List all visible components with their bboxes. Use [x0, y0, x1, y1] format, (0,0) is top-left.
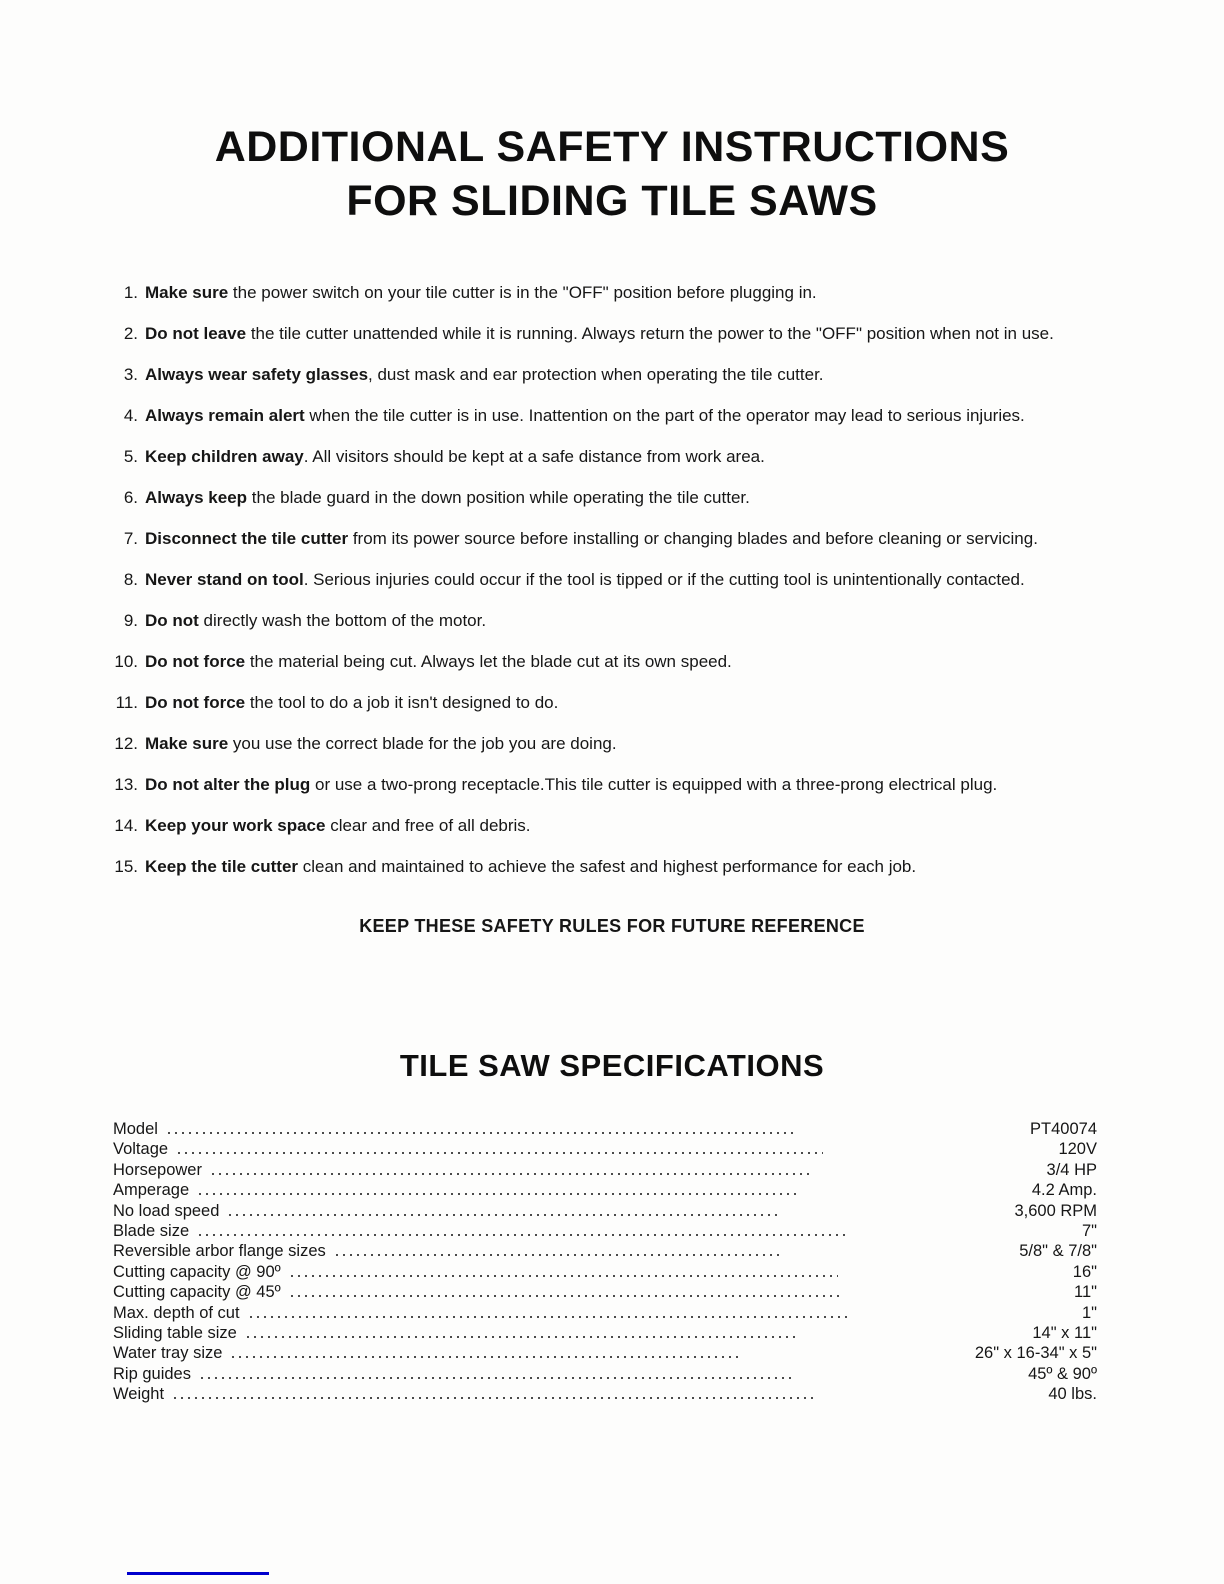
list-item-number: 11.	[115, 693, 138, 712]
list-item	[104, 323, 1118, 344]
list-item-bold: Keep your work space	[145, 816, 326, 835]
list-item	[104, 651, 1118, 672]
list-item	[104, 446, 1118, 467]
dot-leader	[212, 1173, 812, 1175]
list-item-text-wrap	[145, 569, 1118, 590]
spec-label: Blade size	[113, 1221, 190, 1240]
list-item-rest: the power switch on your tile cutter is in the "OFF" position before plugging in.	[228, 283, 817, 302]
spec-value: 5/8" & 7/8"	[1019, 1242, 1097, 1261]
list-item-text-wrap	[145, 323, 1118, 344]
list-item-number: 7.	[123, 529, 138, 548]
spec-value: 1"	[1081, 1303, 1097, 1322]
keep-rules-note: KEEP THESE SAFETY RULES FOR FUTURE REFERENCE	[359, 916, 865, 936]
spec-row	[113, 1384, 1097, 1404]
list-item-bold: Do not alter the plug	[145, 775, 311, 794]
dot-leader	[291, 1275, 838, 1277]
spec-row	[113, 1180, 1097, 1200]
list-item-number: 12.	[114, 734, 138, 753]
list-item-text-wrap	[145, 610, 1118, 631]
list-item-text-wrap	[145, 528, 1118, 549]
spec-value: 7"	[1081, 1221, 1097, 1240]
spec-value: 120V	[1058, 1140, 1097, 1159]
list-item-bold: Do not	[145, 611, 199, 630]
spec-label: Max. depth of cut	[113, 1303, 240, 1322]
list-item-bold: Disconnect the tile cutter	[145, 529, 349, 548]
list-item	[104, 487, 1118, 508]
specifications-title: TILE SAW SPECIFICATIONS	[399, 1048, 825, 1083]
list-item-text-wrap	[145, 815, 1118, 836]
list-item-bold: Make sure	[145, 734, 229, 753]
list-item-rest: the material being cut. Always let the blade cut at its own speed.	[245, 652, 732, 671]
spec-row	[113, 1139, 1097, 1159]
dot-leader	[168, 1132, 795, 1134]
spec-value: 45º & 90º	[1028, 1364, 1097, 1383]
spec-row	[113, 1201, 1097, 1221]
list-item-text-wrap	[145, 774, 1118, 795]
list-item-rest: . Serious injuries could occur if the tool is tipped or if the cutting tool is unintentionally contacted.	[303, 570, 1025, 589]
list-item	[104, 610, 1118, 631]
dot-leader	[174, 1397, 813, 1399]
list-item-bold: Always wear safety glasses	[145, 365, 369, 384]
spec-value: 3,600 RPM	[1014, 1201, 1097, 1220]
list-item-number: 14.	[114, 816, 138, 835]
specifications-table	[113, 1119, 1097, 1404]
list-item-number: 1.	[123, 283, 138, 302]
page-title-line1: ADDITIONAL SAFETY INSTRUCTIONS	[214, 123, 1010, 171]
list-item	[104, 856, 1118, 877]
list-item-number: 8.	[123, 570, 138, 589]
spec-label: Weight	[113, 1385, 165, 1404]
list-item	[104, 569, 1118, 590]
list-item-rest: clear and free of all debris.	[325, 816, 531, 835]
list-item-rest: when the tile cutter is in use. Inattention on the part of the operator may lead to serious injuries.	[304, 406, 1025, 425]
list-item-number: 9.	[123, 611, 138, 630]
spec-value: 16"	[1072, 1262, 1097, 1281]
list-item-rest: directly wash the bottom of the motor.	[198, 611, 487, 630]
list-item-rest: from its power source before installing or changing blades and before cleaning or servicing.	[348, 529, 1038, 548]
dot-leader	[201, 1377, 793, 1379]
spec-row	[113, 1343, 1097, 1363]
dot-leader	[232, 1356, 739, 1358]
list-item-text-wrap	[145, 856, 1118, 877]
list-item	[104, 364, 1118, 385]
spec-label: Cutting capacity @ 45º	[113, 1283, 281, 1302]
list-item	[104, 815, 1118, 836]
list-item	[104, 692, 1118, 713]
spec-label: Voltage	[113, 1140, 169, 1159]
list-item	[104, 528, 1118, 549]
list-item-bold: Do not leave	[145, 324, 247, 343]
dot-leader	[229, 1214, 779, 1216]
spec-value: PT40074	[1030, 1120, 1097, 1138]
spec-value: 14" x 11"	[1032, 1323, 1097, 1342]
spec-label: Rip guides	[113, 1364, 191, 1383]
spec-row	[113, 1241, 1097, 1261]
spec-row	[113, 1119, 1097, 1139]
dot-leader	[336, 1254, 784, 1256]
list-item-rest: clean and maintained to achieve the safest and highest performance for each job.	[298, 857, 917, 876]
list-item-bold: Do not force	[145, 652, 246, 671]
list-item-text-wrap	[145, 692, 1118, 713]
spec-value: 11"	[1074, 1283, 1097, 1302]
list-item-number: 15.	[114, 857, 138, 876]
list-item-number: 2.	[123, 324, 138, 343]
spec-label: Water tray size	[113, 1344, 223, 1363]
spec-label: Horsepower	[113, 1160, 202, 1179]
list-item-bold: Always remain alert	[145, 406, 305, 425]
list-item-number: 3.	[123, 365, 138, 384]
list-item-bold: Keep the tile cutter	[145, 857, 299, 876]
dot-leader	[247, 1336, 798, 1338]
spec-row	[113, 1282, 1097, 1302]
spec-value: 40 lbs.	[1048, 1385, 1097, 1404]
safety-instructions-list	[104, 282, 1118, 897]
list-item-bold: Do not force	[145, 693, 246, 712]
list-item-text-wrap	[145, 364, 1118, 385]
dot-leader	[199, 1234, 847, 1236]
spec-label: Amperage	[113, 1181, 190, 1200]
list-item-number: 5.	[123, 447, 138, 466]
spec-label: Model	[113, 1120, 158, 1138]
list-item-text-wrap	[145, 446, 1118, 467]
spec-row	[113, 1160, 1097, 1180]
page-title-line2: FOR SLIDING TILE SAWS	[346, 177, 878, 225]
dot-leader	[250, 1316, 847, 1318]
list-item-text-wrap	[145, 733, 1118, 754]
list-item-text-wrap	[145, 651, 1118, 672]
page-title	[0, 120, 1224, 228]
list-item-text-wrap	[145, 282, 1118, 303]
spec-row	[113, 1323, 1097, 1343]
spec-label: Cutting capacity @ 90º	[113, 1262, 281, 1281]
list-item-number: 6.	[123, 488, 138, 507]
spec-row	[113, 1221, 1097, 1241]
dot-leader	[199, 1193, 797, 1195]
list-item-rest: the blade guard in the down position while operating the tile cutter.	[247, 488, 750, 507]
dot-leader	[178, 1152, 823, 1154]
list-item-rest: , dust mask and ear protection when operating the tile cutter.	[368, 365, 824, 384]
list-item-number: 4.	[123, 406, 138, 425]
list-item	[104, 733, 1118, 754]
spec-value: 4.2 Amp.	[1031, 1181, 1097, 1200]
spec-value: 3/4 HP	[1046, 1160, 1097, 1179]
list-item-number: 13.	[114, 775, 138, 794]
spec-value: 26" x 16-34" x 5"	[974, 1344, 1097, 1363]
list-item-bold: Make sure	[145, 283, 229, 302]
list-item-rest: the tile cutter unattended while it is running. Always return the power to the "OFF" position when not in use.	[246, 324, 1054, 343]
dot-leader	[291, 1295, 839, 1297]
list-item	[104, 405, 1118, 426]
list-item	[104, 774, 1118, 795]
list-item-rest: you use the correct blade for the job you are doing.	[228, 734, 617, 753]
list-item-bold: Always keep	[145, 488, 248, 507]
spec-label: Sliding table size	[113, 1323, 237, 1342]
spec-row	[113, 1303, 1097, 1323]
list-item-bold: Never stand on tool	[145, 570, 304, 589]
spec-row	[113, 1262, 1097, 1282]
spec-label: No load speed	[113, 1201, 220, 1220]
spec-row	[113, 1364, 1097, 1384]
list-item-rest: or use a two-prong receptacle.This tile cutter is equipped with a three-prong electrical plug.	[310, 775, 998, 794]
list-item-rest: . All visitors should be kept at a safe distance from work area.	[303, 447, 765, 466]
list-item-text-wrap	[145, 487, 1118, 508]
list-item	[104, 282, 1118, 303]
list-item-number: 10.	[114, 652, 138, 671]
footer-link-line	[127, 1572, 269, 1575]
list-item-rest: the tool to do a job it isn't designed to do.	[245, 693, 559, 712]
list-item-bold: Keep children away	[145, 447, 304, 466]
spec-label: Reversible arbor flange sizes	[113, 1242, 326, 1261]
list-item-text-wrap	[145, 405, 1118, 426]
